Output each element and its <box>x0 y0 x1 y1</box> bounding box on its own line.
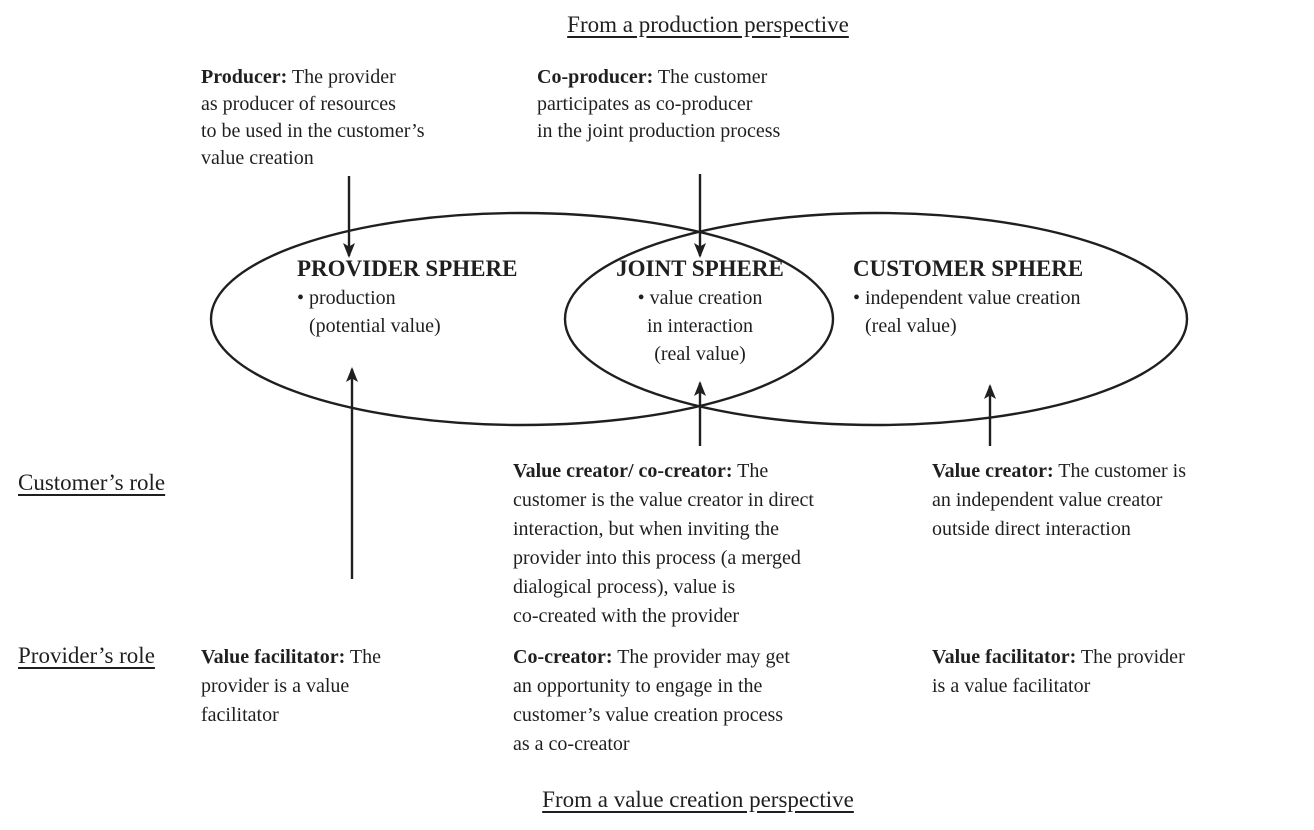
producer-annotation <box>201 64 424 172</box>
co-creator-line: an opportunity to engage in the <box>513 675 763 697</box>
value-creator-cocreator-term: Value creator/ co-creator: <box>513 460 733 482</box>
producer-term: Producer: <box>201 66 288 88</box>
co-creator-line: as a co-creator <box>513 733 630 755</box>
value-facilitator-right-line: is a value facilitator <box>932 675 1091 697</box>
joint-sphere-line: (real value) <box>654 343 746 365</box>
producer-line: to be used in the customer’s <box>201 120 425 142</box>
value-facilitator-left-line: provider is a value <box>201 675 350 697</box>
provider-sphere-line: • production <box>297 287 396 309</box>
value-creator-term: Value creator: <box>932 460 1054 482</box>
co-producer-rest: The customer <box>657 66 768 88</box>
value-creator-line: an independent value creator <box>932 489 1163 511</box>
producer-rest: The provider <box>291 66 396 88</box>
value-creator-annotation <box>932 457 1186 544</box>
provider-sphere-label <box>297 254 517 340</box>
value-facilitator-left-annotation <box>201 643 381 730</box>
co-creator-rest: The provider may get <box>617 646 790 668</box>
co-producer-line: in the joint production process <box>537 120 781 142</box>
co-creator-term: Co-creator: <box>513 646 613 668</box>
joint-sphere-line: in interaction <box>646 315 754 337</box>
value-creator-cocreator-line: customer is the value creator in direct <box>513 489 814 511</box>
top-heading: From a production perspective <box>567 12 849 37</box>
value-creator-cocreator-line: co-created with the provider <box>513 605 740 627</box>
customer-sphere-title: CUSTOMER SPHERE <box>853 256 1084 281</box>
value-creator-cocreator-annotation <box>513 457 814 631</box>
co-creator-line: customer’s value creation process <box>513 704 784 726</box>
value-facilitator-right-term: Value facilitator: <box>932 646 1077 668</box>
value-facilitator-right-rest: The provider <box>1080 646 1185 668</box>
value-facilitator-left-rest: The <box>349 646 381 668</box>
value-facilitator-right-annotation <box>932 643 1185 701</box>
value-creator-rest: The customer is <box>1058 460 1187 482</box>
value-creator-cocreator-line: interaction, but when inviting the <box>513 518 780 540</box>
joint-sphere-title: JOINT SPHERE <box>616 256 784 281</box>
joint-sphere-line: • value creation <box>637 287 763 309</box>
customer-sphere-label <box>853 254 1083 340</box>
provider-sphere-line: (potential value) <box>309 315 441 337</box>
producer-line: value creation <box>201 147 314 169</box>
producer-line: as producer of resources <box>201 93 396 115</box>
value-creator-cocreator-rest: The <box>737 460 769 482</box>
bottom-heading: From a value creation perspective <box>542 787 854 812</box>
customer-sphere-line: • independent value creation <box>853 287 1081 309</box>
value-creator-cocreator-line: dialogical process), value is <box>513 576 736 598</box>
providers-role-label: Provider’s role <box>18 643 155 668</box>
customers-role-label: Customer’s role <box>18 470 166 495</box>
value-creator-line: outside direct interaction <box>932 518 1131 540</box>
joint-sphere-label <box>600 254 800 368</box>
provider-sphere-title: PROVIDER SPHERE <box>297 256 518 281</box>
value-facilitator-left-line: facilitator <box>201 704 279 726</box>
value-creator-cocreator-line: provider into this process (a merged <box>513 547 801 569</box>
co-producer-line: participates as co-producer <box>537 93 753 115</box>
co-producer-annotation <box>537 64 780 145</box>
co-producer-term: Co-producer: <box>537 66 654 88</box>
value-facilitator-left-term: Value facilitator: <box>201 646 346 668</box>
co-creator-annotation <box>513 643 790 759</box>
customer-sphere-line: (real value) <box>865 315 957 337</box>
